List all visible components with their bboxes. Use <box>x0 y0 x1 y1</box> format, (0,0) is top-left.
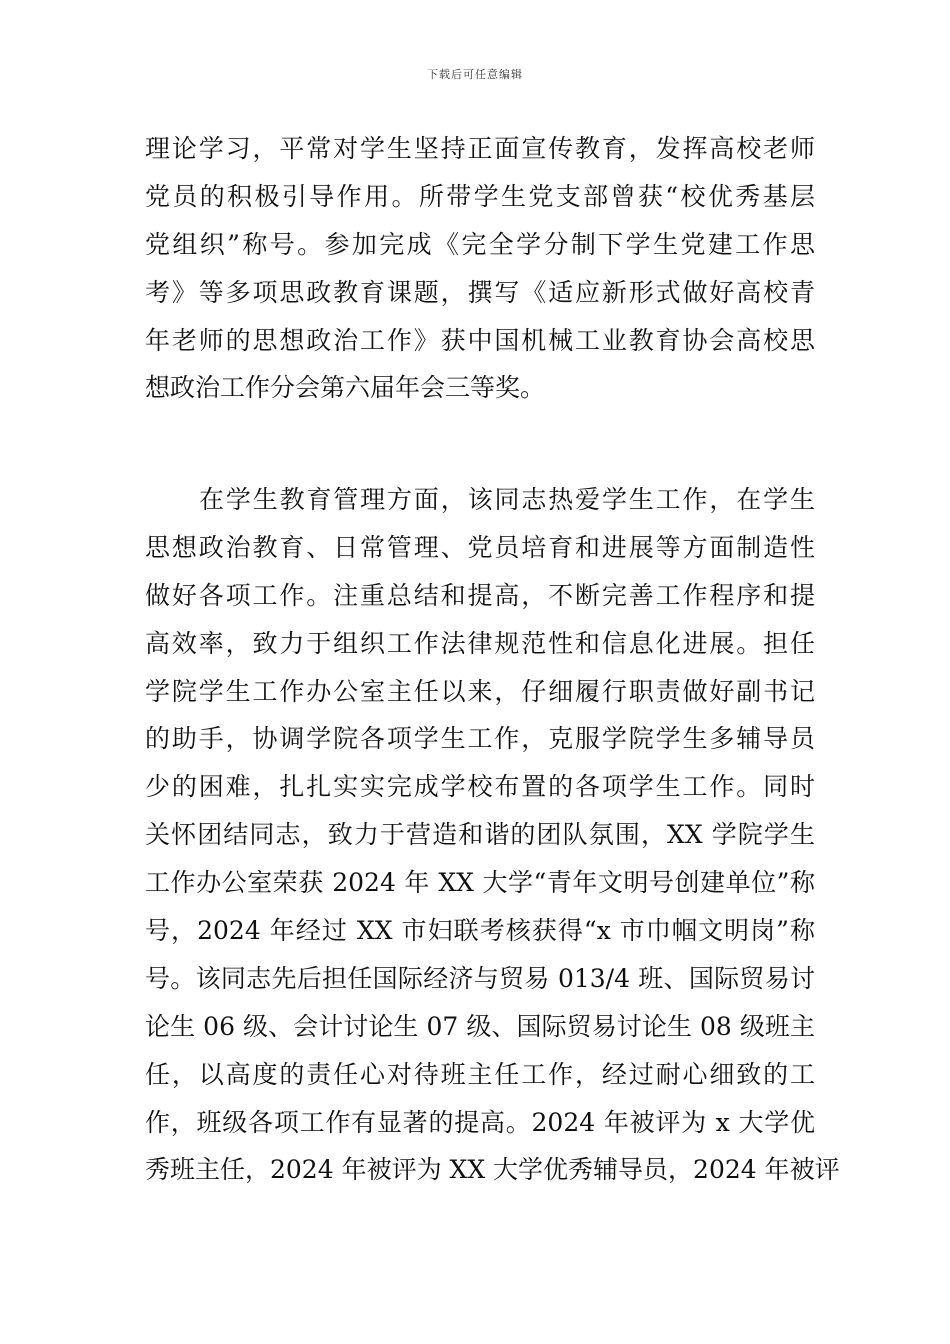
text-line: 思想政治教育、日常管理、党员培育和进展等方面制造性 <box>145 532 815 562</box>
paragraph-1 <box>145 125 815 412</box>
text-line: 做好各项工作。注重总结和提高，不断完善工作程序和提 <box>145 580 815 610</box>
text-line: 秀班主任，2024 年被评为 XX 大学优秀辅导员，2024 年被评 <box>145 1155 840 1185</box>
text-line: 考》等多项思政教育课题，撰写《适应新形式做好高校青 <box>145 277 815 307</box>
text-line: 想政治工作分会第六届年会三等奖。 <box>145 373 546 403</box>
text-line: 关怀团结同志，致力于营造和谐的团队氛围，XX 学院学生 <box>145 820 815 850</box>
text-line: 号。该同志先后担任国际经济与贸易 013/4 班、国际贸易讨 <box>145 963 815 993</box>
page-header-note: 下载后可任意编辑 <box>427 68 523 81</box>
text-line: 的助手，协调学院各项学生工作，克服学院学生多辅导员 <box>145 724 815 754</box>
text-line: 作，班级各项工作有显著的提高。2024 年被评为 x 大学优 <box>145 1107 815 1137</box>
text-line: 工作办公室荣获 2024 年 XX 大学“青年文明号创建单位”称 <box>145 868 815 898</box>
text-line: 号，2024 年经过 XX 市妇联考核获得“x 市巾帼文明岗”称 <box>145 916 815 946</box>
text-line: 党组织”称号。参加完成《完全学分制下学生党建工作思 <box>145 229 815 259</box>
text-line: 论生 06 级、会计讨论生 07 级、国际贸易讨论生 08 级班主 <box>145 1011 815 1041</box>
text-line: 理论学习，平常对学生坚持正面宣传教育，发挥高校老师 <box>145 134 815 163</box>
text-line: 任，以高度的责任心对待班主任工作，经过耐心细致的工 <box>145 1059 815 1089</box>
text-line: 少的困难，扎扎实实完成学校布置的各项学生工作。同时 <box>145 772 815 802</box>
text-line: 高效率，致力于组织工作法律规范性和信息化进展。担任 <box>145 628 815 658</box>
text-line: 学院学生工作办公室主任以来，仔细履行职责做好副书记 <box>145 676 815 706</box>
text-line: 在学生教育管理方面，该同志热爱学生工作，在学生 <box>199 485 815 514</box>
text-line: 年老师的思想政治工作》获中国机械工业教育协会高校思 <box>145 325 815 355</box>
paragraph-2 <box>145 476 840 1194</box>
text-line: 党员的积极引导作用。所带学生党支部曾获“校优秀基层 <box>145 181 815 211</box>
